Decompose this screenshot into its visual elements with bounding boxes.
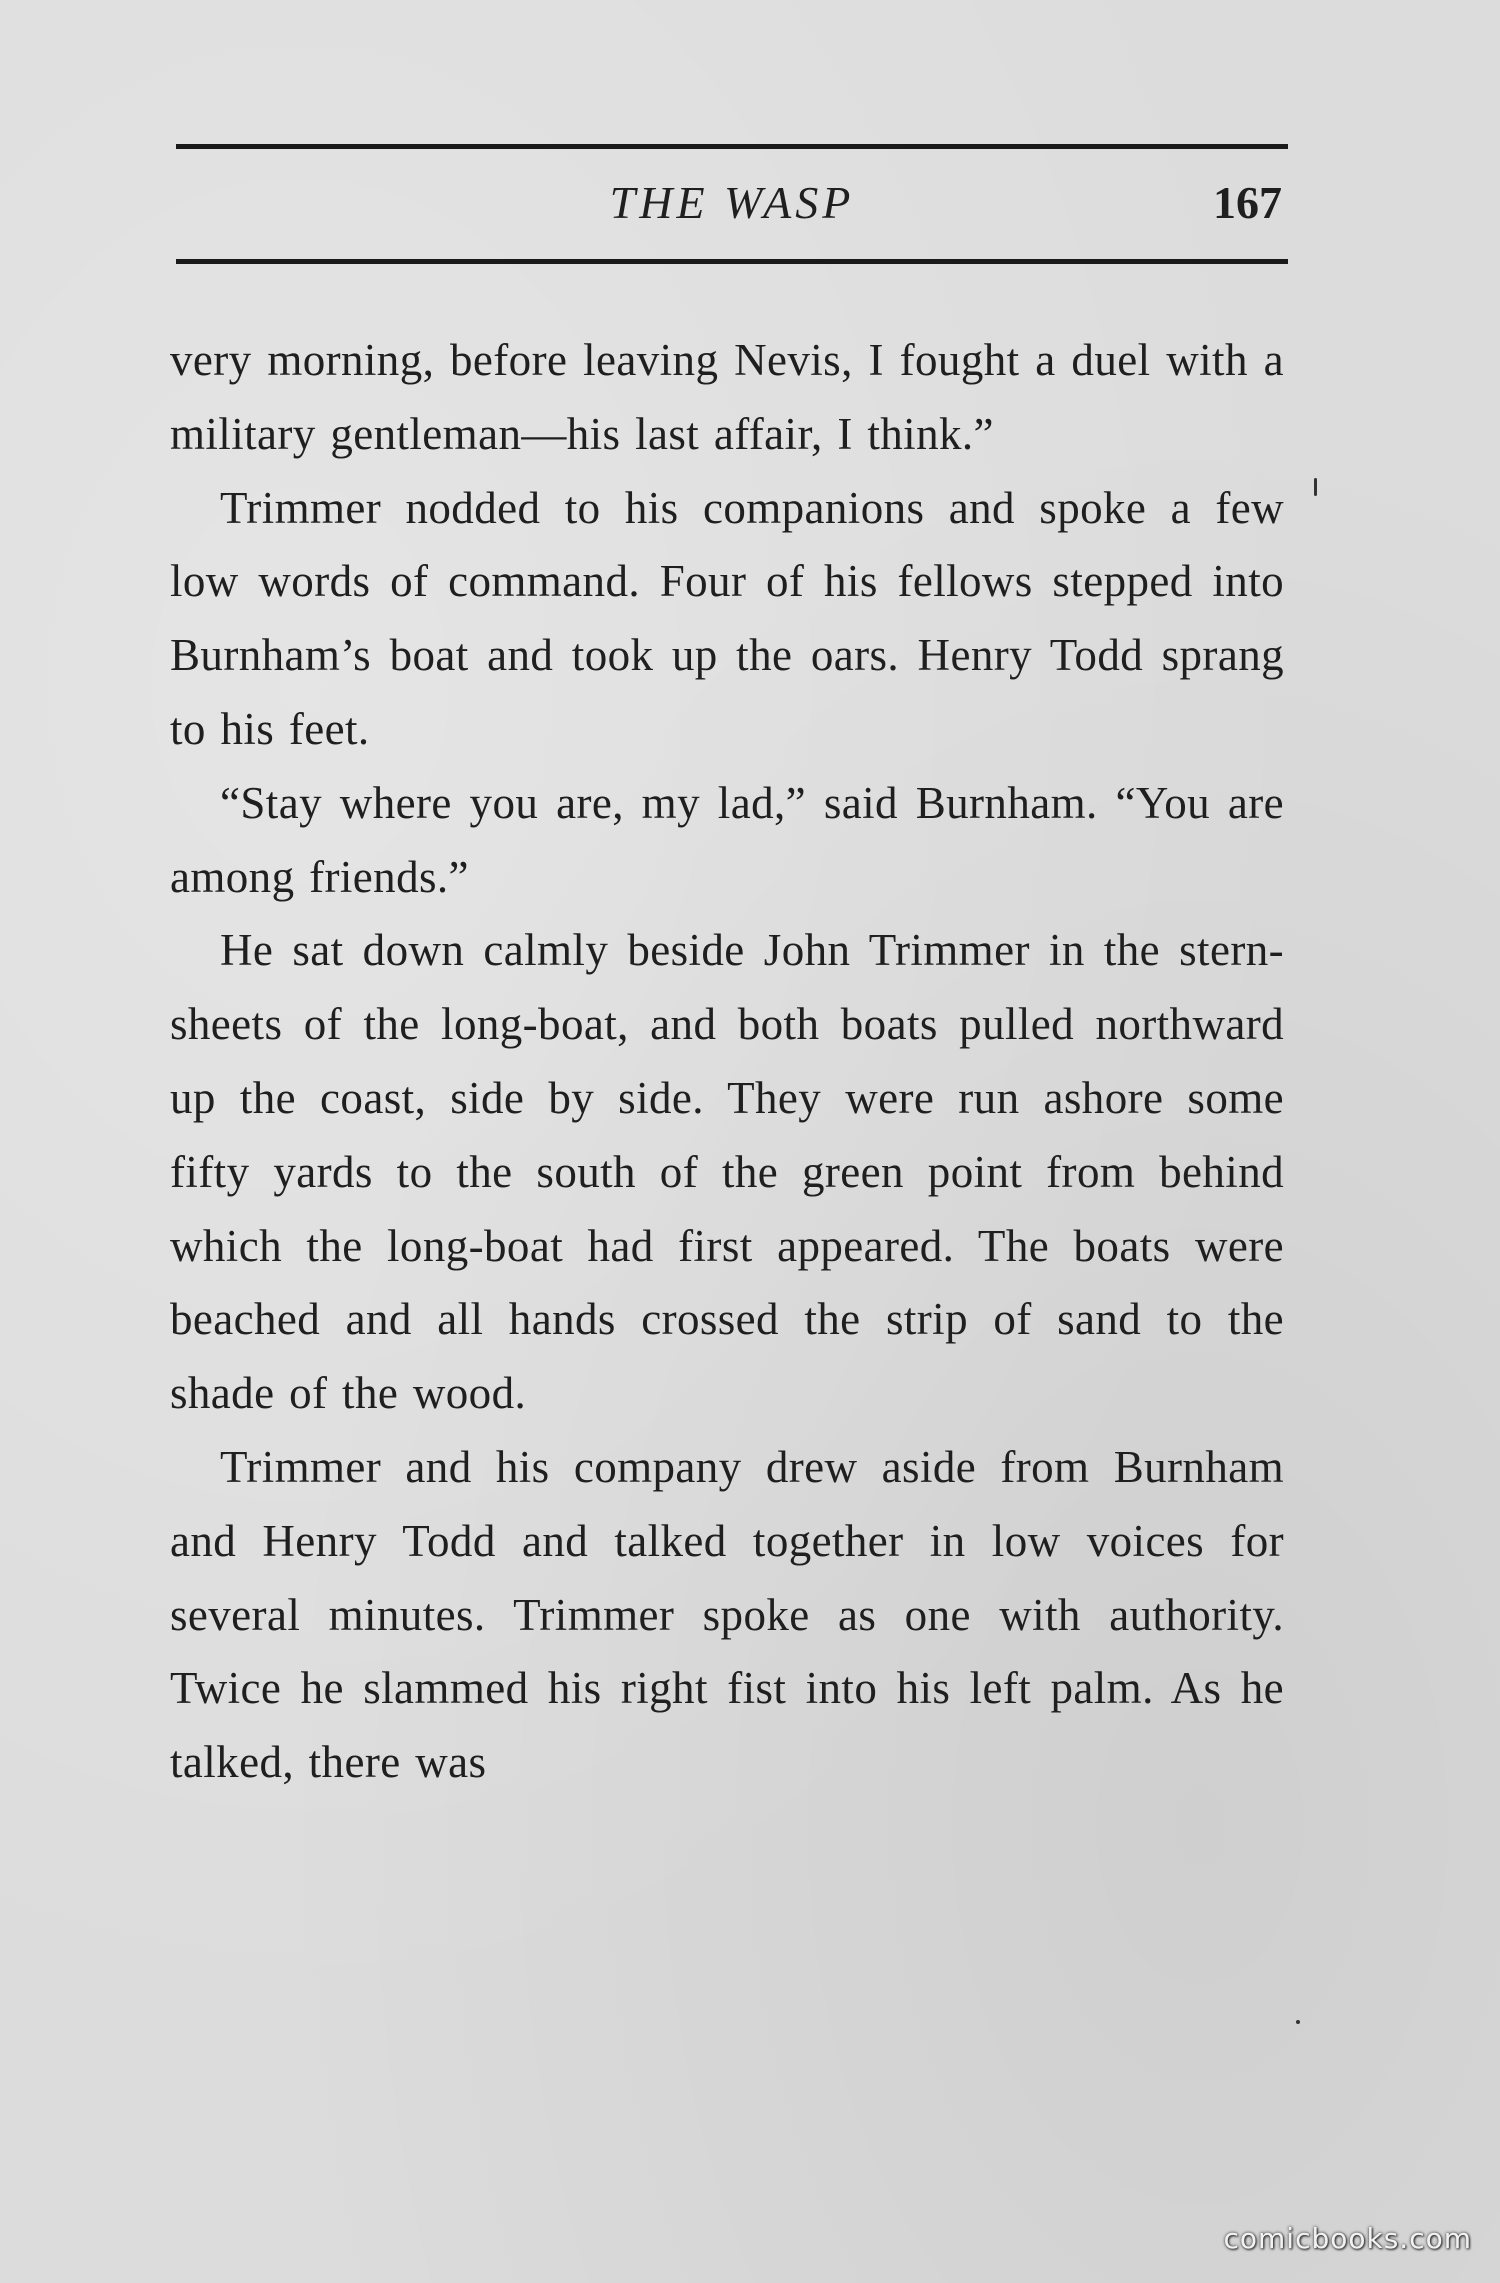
paragraph-2: Trimmer nodded to his companions and spoke a few low words of command. Four of his fellows stepped into Burnham’s boat and took up the oars. Henry Todd sprang to his feet. — [170, 482, 1284, 754]
paragraph-3: “Stay where you are, my lad,” said Burnham. “You are among friends.” — [170, 777, 1284, 902]
watermark: comicbooks.com — [1223, 2222, 1472, 2255]
page-number: 167 — [1213, 177, 1282, 228]
paragraph-1: very morning, before leaving Nevis, I fought a duel with a military gentleman—his last affair, I think.” — [170, 335, 1284, 459]
paper-speck — [1314, 478, 1317, 496]
body-text — [170, 324, 1284, 1800]
paragraph-5: Trimmer and his company drew aside from Burnham and Henry Todd and talked together in low voices for several minutes. Trimmer spoke as one with authority. Twice he slammed his right fist into his left palm. As he talked, there was — [170, 1441, 1284, 1788]
header-rule-top — [176, 144, 1288, 149]
paragraph-4: He sat down calmly beside John Trimmer in the stern-sheets of the long-boat, and both boats pulled northward up the coast, side by side. They were run ashore some fifty yards to the south of the green point from behind which the long-boat had first appeared. The boats were beached and all hands crossed the strip of sand to the shade of the wood. — [170, 925, 1284, 1419]
running-head — [176, 168, 1288, 238]
running-title: THE WASP — [609, 177, 855, 228]
paper-speck — [1296, 2020, 1300, 2024]
header-rule-bottom — [176, 259, 1288, 264]
